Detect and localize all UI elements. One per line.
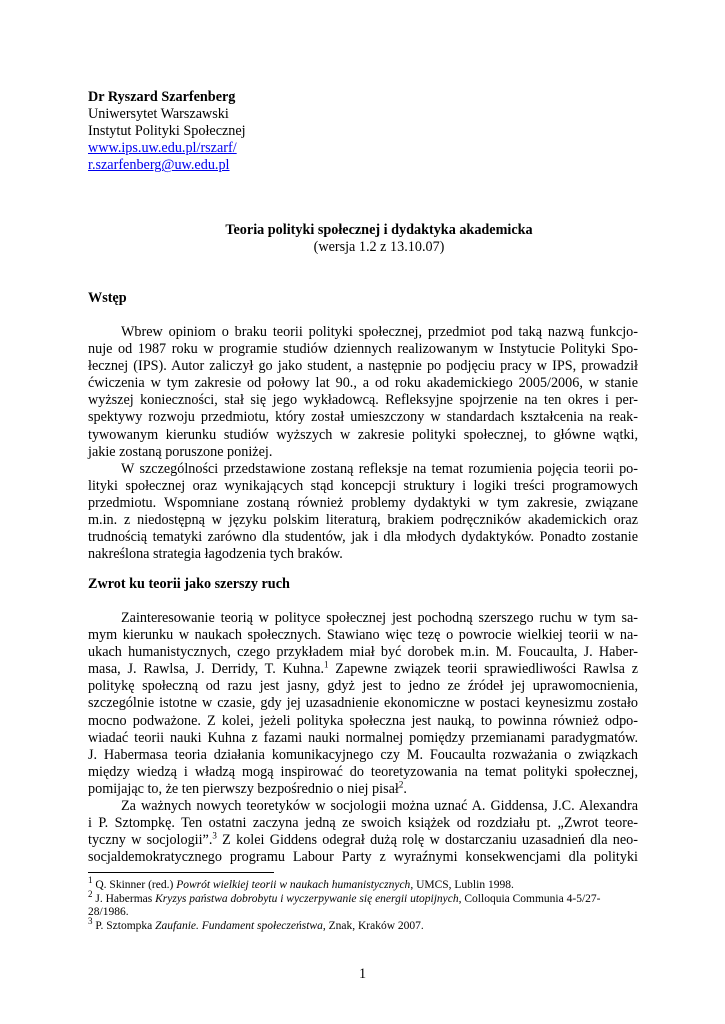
- text-line: wiadać teorii nauki Kuhna z fazami nauki normalnej pomiędzy przemianami paradygmatów.: [88, 729, 638, 746]
- footnote-separator: [88, 872, 274, 873]
- text-line: Zainteresowanie teorią w polityce społecznej jest pochodną szerszego ruchu w tym sa-: [121, 610, 638, 626]
- text-line: i P. Sztompkę. Ten ostatni zaczyna jedną ze swoich książek od rozdziału pt. „Zwrot teore-: [88, 815, 638, 832]
- text-line: przedmiotu. Wspomniane zostaną również problemy dydaktyki w tym zakresie, związane: [88, 495, 638, 512]
- text-line: łecznej (IPS). Autor zaliczył go jako student, a następnie po podjęciu pracy w IPS, prowadził: [88, 358, 638, 375]
- document-version: (wersja 1.2 z 13.10.07): [313, 239, 445, 256]
- text-line: między wiedzą i władzą mogą inspirować do teoretyzowania na temat polityki społecznej,: [88, 763, 638, 780]
- author-website-link[interactable]: www.ips.uw.edu.pl/rszarf/: [88, 140, 237, 157]
- author-institute: Instytut Polityki Społecznej: [88, 123, 246, 140]
- footnote-2: $^2$ J. Habermas Kryzys państwa dobrobytu i wyczerpywanie się energii utopijnych, Colloquia Communia 4-5/27-: [88, 888, 601, 905]
- footnote-1: $^1$ Q. Skinner (red.) Powrót wielkiej teorii w naukach humanistycznych, UMCS, Lublin 1998.: [88, 875, 514, 891]
- text-line: masa, J. Rawlsa, J. Derridy, T. Kuhna.$^1$ Zapewne związek teorii sprawiedliwości Rawlsa z: [88, 659, 638, 678]
- footnote-ref-3[interactable]: 3: [212, 830, 217, 841]
- paragraph-intro-2: [88, 461, 638, 564]
- footnote-3: $^3$ P. Sztompka Zaufanie. Fundament społeczeństwa, Znak, Kraków 2007.: [88, 915, 424, 932]
- text-line: Za ważnych nowych teoretyków w socjologii można uznać A. Giddensa, J.C. Alexandra: [121, 798, 638, 814]
- text-line: wyższej konieczności, stał się jego wykładowcą. Refleksyjne spojrzenie na ten okres i per-: [88, 392, 638, 409]
- text-line: tyczny w socjologii”.$^3$ Z kolei Giddens odegrał dużą rolę w dostarczaniu uzasadnień dla neo-: [88, 830, 638, 849]
- text-line: pomijając to, że ten pierwszy bezpośrednio o niej pisał$^2$.: [88, 779, 407, 797]
- author-name: Dr Ryszard Szarfenberg: [88, 89, 236, 105]
- text-line: W szczególności przedstawione zostaną refleksje na temat rozumienia pojęcia teorii po-: [121, 461, 638, 477]
- text-line: mocno podważone. Z kolei, jeżeli polityka społeczna jest nauką, to powinna również odpo-: [88, 712, 638, 729]
- text-line: socjaldemokratycznego programu Labour Party z wyraźnymi konsekwencjami dla polityki: [88, 849, 638, 866]
- text-line: nakreślona strategia łagodzenia tych braków.: [88, 546, 343, 563]
- author-university: Uniwersytet Warszawski: [88, 106, 229, 123]
- text-line: szczególnie istotne w czasie, gdy jej uzasadnienie ekonomiczne w postaci keynesizmu zostało: [88, 695, 638, 712]
- document-title: Teoria polityki społecznej i dydaktyka akademicka: [225, 222, 533, 238]
- section-heading-theory-turn: Zwrot ku teorii jako szerszy ruch: [88, 576, 290, 592]
- section-heading-intro: Wstęp: [88, 290, 127, 306]
- paragraph-intro-1: [88, 324, 638, 461]
- text-line: ćwiczenia w tym zakresie od połowy lat 90., a od roku akademickiego 2005/2006, w stanie: [88, 375, 638, 392]
- text-line: trudnością tematyki zarówno dla studentów, jak i dla młodych dydaktyków. Ponadto zostanie: [88, 529, 638, 546]
- text-line: jakie zostaną poruszone poniżej.: [88, 443, 273, 460]
- footnote-ref-1[interactable]: 1: [324, 659, 329, 670]
- text-line: m.in. z niedostępną w języku polskim literaturą, brakiem podręczników akademickich oraz: [88, 512, 638, 529]
- page-number: 1: [358, 966, 367, 982]
- text-line: ukach humanistycznych, czego przykładem miał być dorobek m.in. M. Foucaulta, J. Haber-: [88, 644, 638, 661]
- paragraph-theory-2: [88, 798, 638, 866]
- text-line: spektywy rozwoju przedmiotu, który został umieszczony w standardach kształcenia na reak-: [88, 409, 638, 426]
- paragraph-theory-1: [88, 610, 638, 798]
- footnote-ref-2[interactable]: 2: [398, 779, 404, 790]
- text-line: lityki społecznej oraz wynikających stąd koncepcji struktury i logiki treści programowych: [88, 478, 638, 495]
- text-line: mym kierunku w naukach społecznych. Stawiano więc tezę o powrocie wielkiej teorii w na-: [88, 627, 638, 644]
- text-line: nuje od 1987 roku w programie studiów dziennych realizowanym w Instytucie Polityki Spo-: [88, 341, 638, 358]
- title-block: [88, 222, 670, 256]
- footnote-2-continuation: 28/1986.: [88, 906, 129, 919]
- author-block: [88, 89, 246, 174]
- text-line: Wbrew opiniom o braku teorii polityki społecznej, przedmiot pod taką nazwą funkcjo-: [121, 324, 638, 340]
- text-line: J. Habermasa teoria działania komunikacyjnego czy M. Foucaulta rozważania o związkach: [88, 746, 638, 763]
- footnotes: [88, 875, 648, 933]
- text-line: tywowanym kierunku studiów wyższych w zakresie polityki społecznej, to główne wątki,: [88, 426, 638, 443]
- text-line: politykę społeczną od razu jest jasny, gdyż jest to jedno ze źródeł jej uprawomocnienia,: [88, 678, 638, 695]
- author-email-link[interactable]: r.szarfenberg@uw.edu.pl: [88, 157, 230, 174]
